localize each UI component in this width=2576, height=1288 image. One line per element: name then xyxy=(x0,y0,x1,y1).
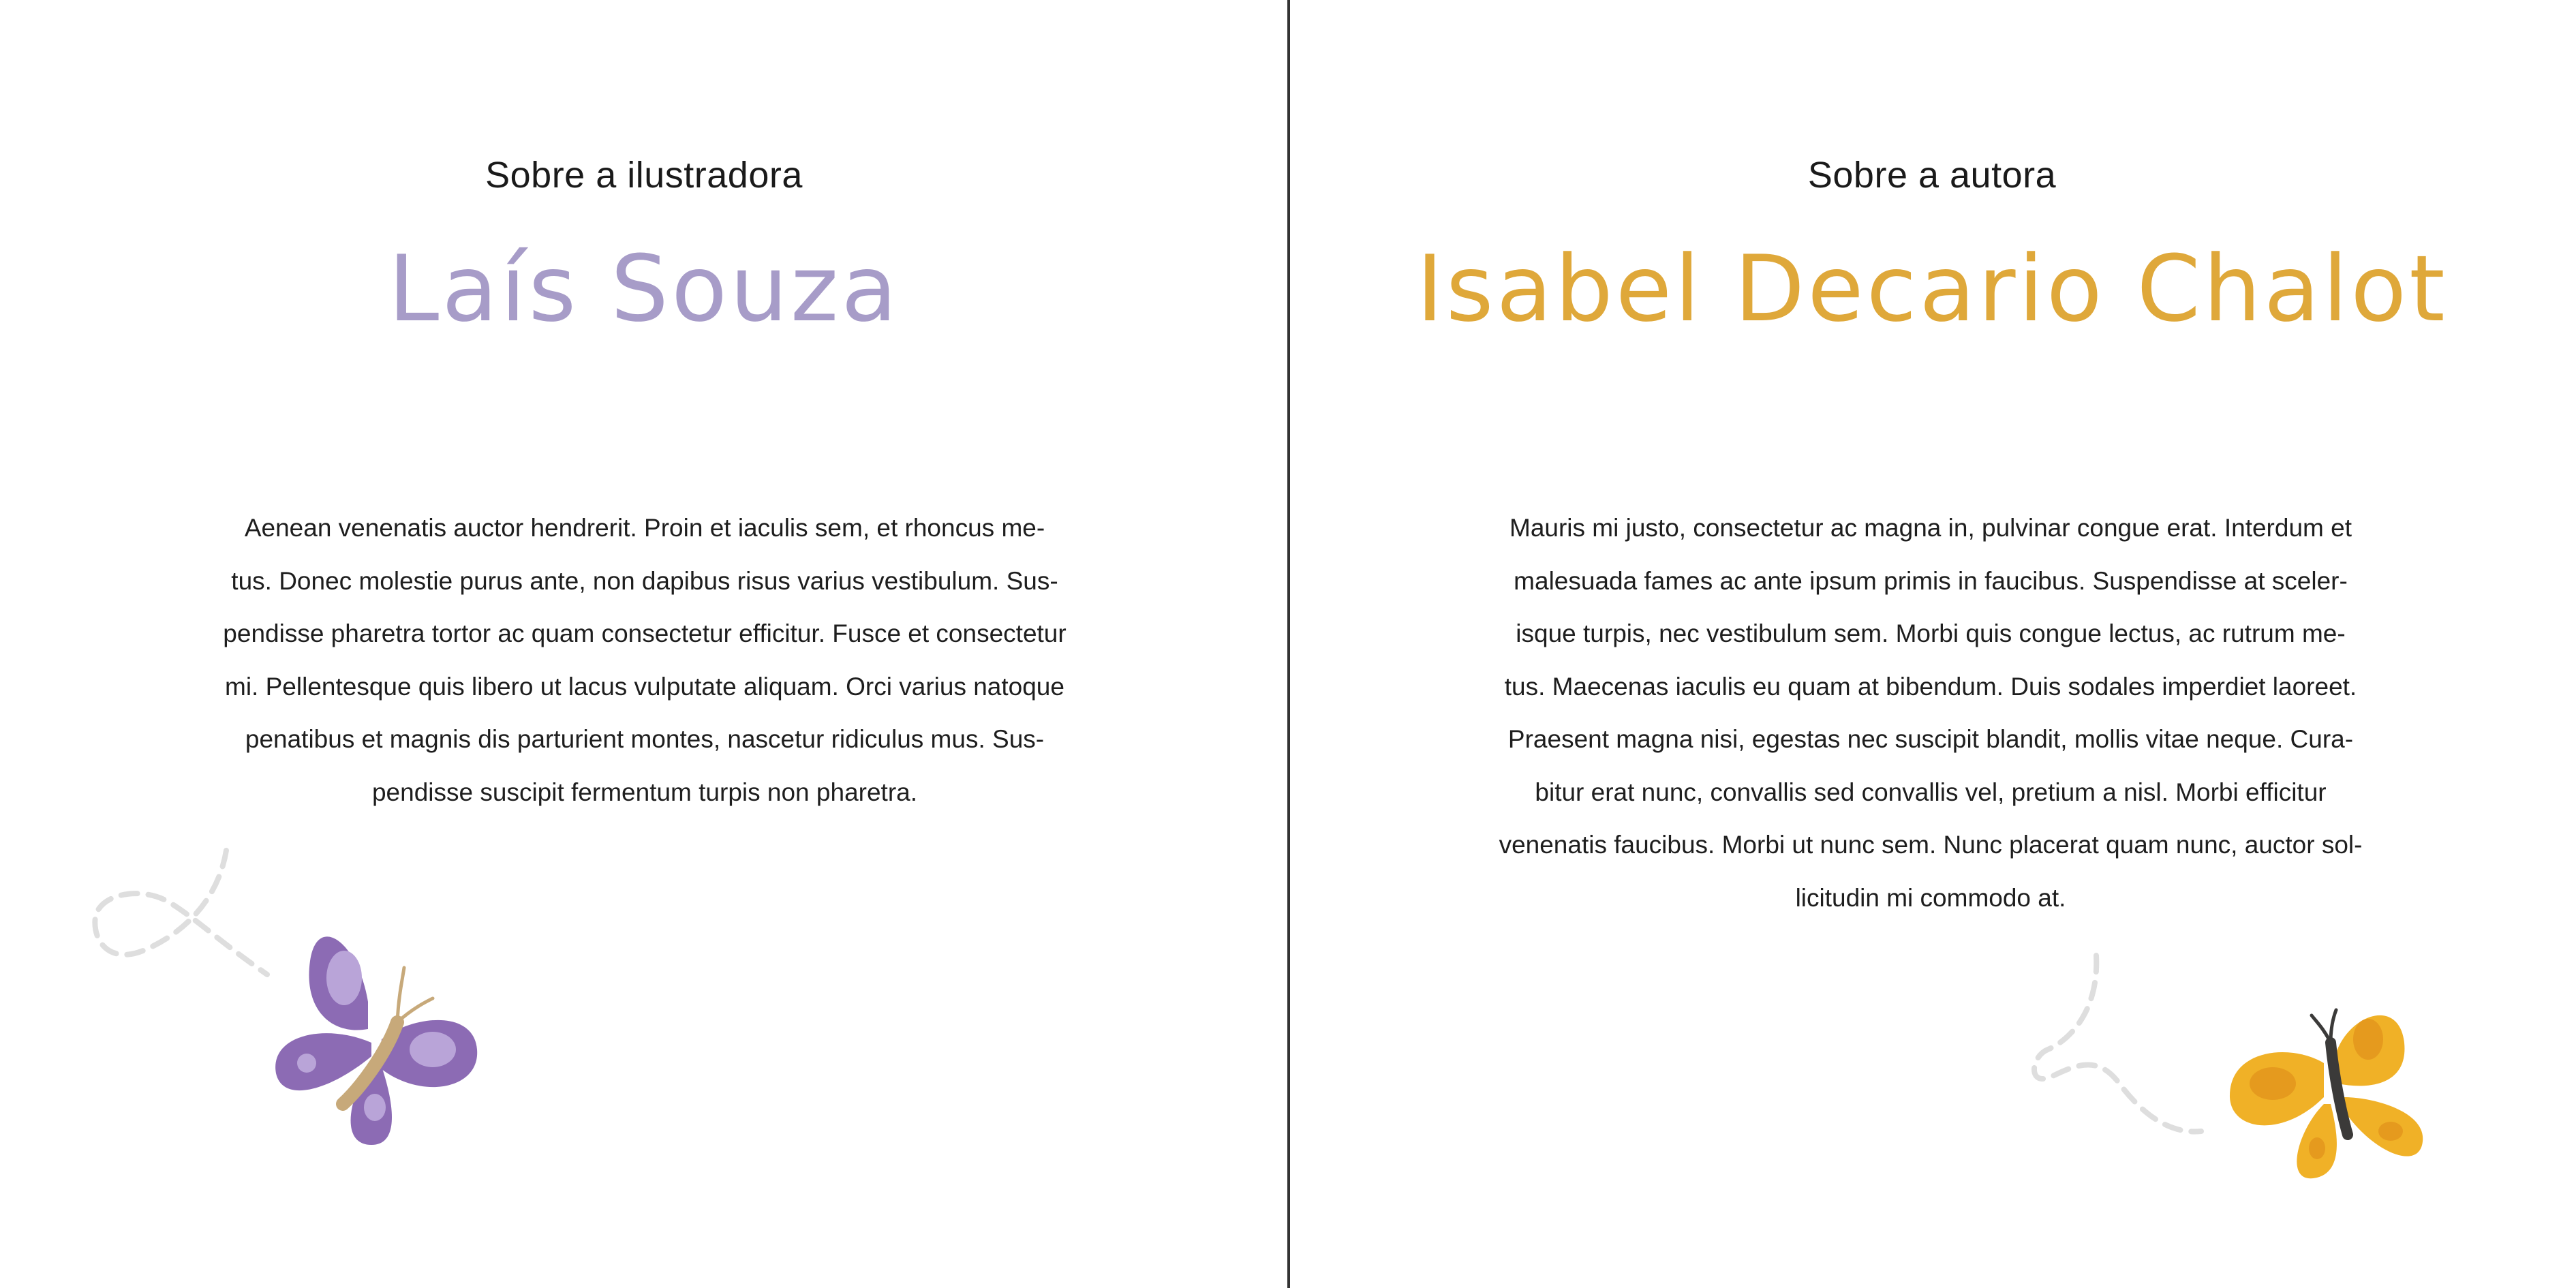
yellow-butterfly-icon xyxy=(2222,995,2426,1186)
purple-butterfly-icon xyxy=(269,920,487,1152)
flight-trail-icon xyxy=(82,838,286,988)
page-spine-divider xyxy=(1287,0,1290,1288)
bio-line: pendisse pharetra tortor ac quam consectetur efficitur. Fusce et consectetur xyxy=(223,619,1067,647)
bio-line: venenatis faucibus. Morbi ut nunc sem. Nunc placerat quam nunc, auctor sol- xyxy=(1499,831,2363,859)
bio-line: licitudin mi commodo at. xyxy=(1795,883,2066,912)
bio-line: penatibus et magnis dis parturient montes, nascetur ridiculus mus. Sus- xyxy=(245,725,1045,753)
bio-line: mi. Pellentesque quis libero ut lacus vulputate aliquam. Orci varius natoque xyxy=(225,672,1064,701)
bio-line: malesuada fames ac ante ipsum primis in faucibus. Suspendisse at sceler- xyxy=(1514,566,2348,595)
bio-line: Praesent magna nisi, egestas nec suscipit blandit, mollis vitae neque. Cura- xyxy=(1507,725,2354,753)
bio-line: tus. Donec molestie purus ante, non dapibus risus varius vestibulum. Sus- xyxy=(231,566,1058,595)
bio-line: pendisse suscipit fermentum turpis non pharetra. xyxy=(371,778,918,806)
bio-line: tus. Maecenas iaculis eu quam at bibendum. Duis sodales imperdiet laoreet. xyxy=(1504,672,2357,701)
illustrator-bio xyxy=(209,502,1081,818)
illustrator-name: Laís Souza xyxy=(388,236,900,342)
left-page-subtitle: Sobre a ilustradora xyxy=(485,155,803,196)
bio-line: bitur erat nunc, convallis sed convallis vel, pretium a nisl. Morbi efficitur xyxy=(1535,778,2327,806)
author-bio xyxy=(1491,502,2370,924)
bio-line: Mauris mi justo, consectetur ac magna in, pulvinar congue erat. Interdum et xyxy=(1509,514,2352,542)
right-page xyxy=(1288,0,2576,1288)
right-page-subtitle: Sobre a autora xyxy=(1807,155,2057,196)
flight-trail-icon xyxy=(2031,947,2208,1152)
bio-line: isque turpis, nec vestibulum sem. Morbi quis congue lectus, ac rutrum me- xyxy=(1516,619,2346,647)
author-name: Isabel Decario Chalot xyxy=(1416,236,2448,342)
bio-line: Aenean venenatis auctor hendrerit. Proin et iaculis sem, et rhoncus me- xyxy=(244,514,1045,542)
